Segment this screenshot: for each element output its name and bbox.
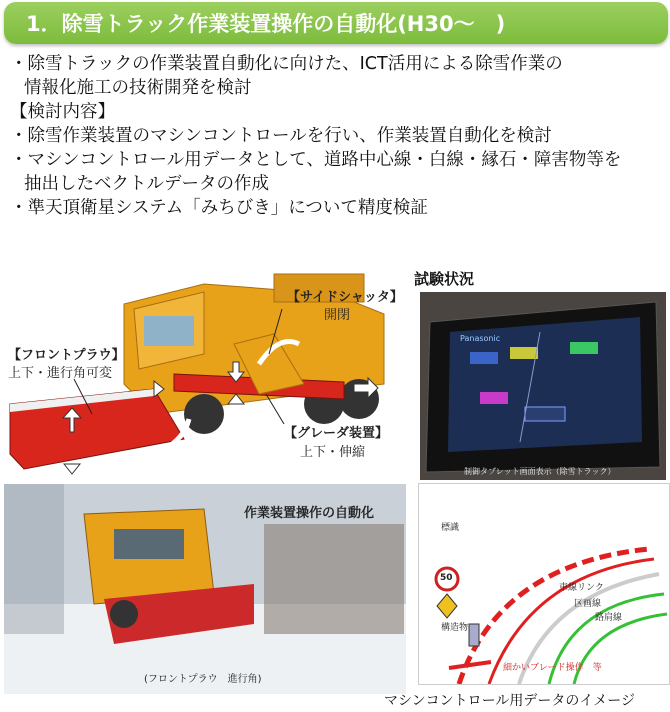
grader-label: 【グレーダ装置】 bbox=[284, 426, 389, 441]
tablet-photo bbox=[420, 292, 666, 480]
truck-windshield bbox=[144, 316, 194, 346]
bullet-1: ・除雪作業装置のマシンコントロールを行い、作業装置自動化を検討 bbox=[10, 126, 552, 146]
road-section-line bbox=[574, 614, 667, 684]
test-status-label: 試験状況 bbox=[414, 270, 475, 288]
structure-marker bbox=[469, 624, 479, 646]
data-diagram-svg bbox=[419, 484, 669, 684]
tablet-brand: Panasonic bbox=[460, 334, 501, 343]
label-section-line: 区画線 bbox=[574, 599, 602, 609]
page-title: 1．除雪トラック作業装置操作の自動化(H30～ ) bbox=[26, 12, 506, 36]
truck-wheel-front bbox=[184, 394, 224, 434]
screen-button-2 bbox=[510, 347, 538, 359]
label-sign: 標識 bbox=[441, 523, 460, 533]
screen-button-3 bbox=[570, 342, 598, 354]
bullet-3: ・準天頂衛星システム「みちびき」について精度検証 bbox=[10, 198, 428, 218]
bullet-2: ・マシンコントロール用データとして、道路中心線・白線・縁石・障害物等を bbox=[10, 150, 622, 170]
plow-down-arrow bbox=[64, 464, 80, 474]
side-shutter-label: 【サイドシャッタ】 bbox=[287, 290, 403, 305]
intro-line-1: ・除雪トラックの作業装置自動化に向けた、ICT活用による除雪作業の bbox=[10, 54, 563, 74]
label-structure: 構造物 bbox=[441, 623, 469, 633]
screen-position-box bbox=[525, 407, 565, 421]
data-diagram bbox=[418, 483, 670, 685]
blade-marker bbox=[449, 662, 491, 668]
bottom-caption: マシンコントロール用データのイメージ bbox=[384, 693, 635, 709]
label-blade: 細かいブレード操作 等 bbox=[503, 663, 602, 673]
screen-button-4 bbox=[480, 392, 508, 404]
grader-desc: 上下・伸縮 bbox=[300, 445, 366, 460]
section-heading: 【検討内容】 bbox=[10, 102, 115, 122]
label-shoulder-line: 路肩線 bbox=[595, 613, 623, 623]
body-text bbox=[10, 52, 665, 220]
plow-truck-windshield bbox=[114, 529, 184, 559]
tablet-illustration bbox=[420, 292, 666, 480]
intro-line-2: 情報化施工の技術開発を検討 bbox=[24, 78, 252, 98]
front-plow-desc: 上下・進行角可変 bbox=[8, 366, 113, 381]
background-trees bbox=[4, 484, 64, 634]
screen-button-1 bbox=[470, 352, 498, 364]
title-bar bbox=[4, 2, 668, 44]
snow-photo bbox=[4, 484, 406, 694]
side-shutter-desc: 開閉 bbox=[324, 308, 351, 323]
plow-truck-wheel bbox=[110, 600, 138, 628]
background-house bbox=[264, 524, 404, 634]
truck-diagram bbox=[4, 264, 408, 476]
speed-sign-value: 50 bbox=[440, 573, 453, 583]
bullet-2-cont: 抽出したベクトルデータの作成 bbox=[24, 174, 269, 194]
front-plow-label: 【フロントプラウ】 bbox=[8, 348, 125, 363]
warning-sign bbox=[437, 594, 457, 618]
tablet-caption: 制御タブレット画面表示（除雪トラック） bbox=[464, 467, 616, 476]
label-lane-link: 車線リンク bbox=[559, 583, 604, 593]
photo-overlay-label: 作業装置操作の自動化 bbox=[244, 506, 375, 521]
photo-caption: (フロントプラウ 進行角) bbox=[144, 674, 262, 685]
